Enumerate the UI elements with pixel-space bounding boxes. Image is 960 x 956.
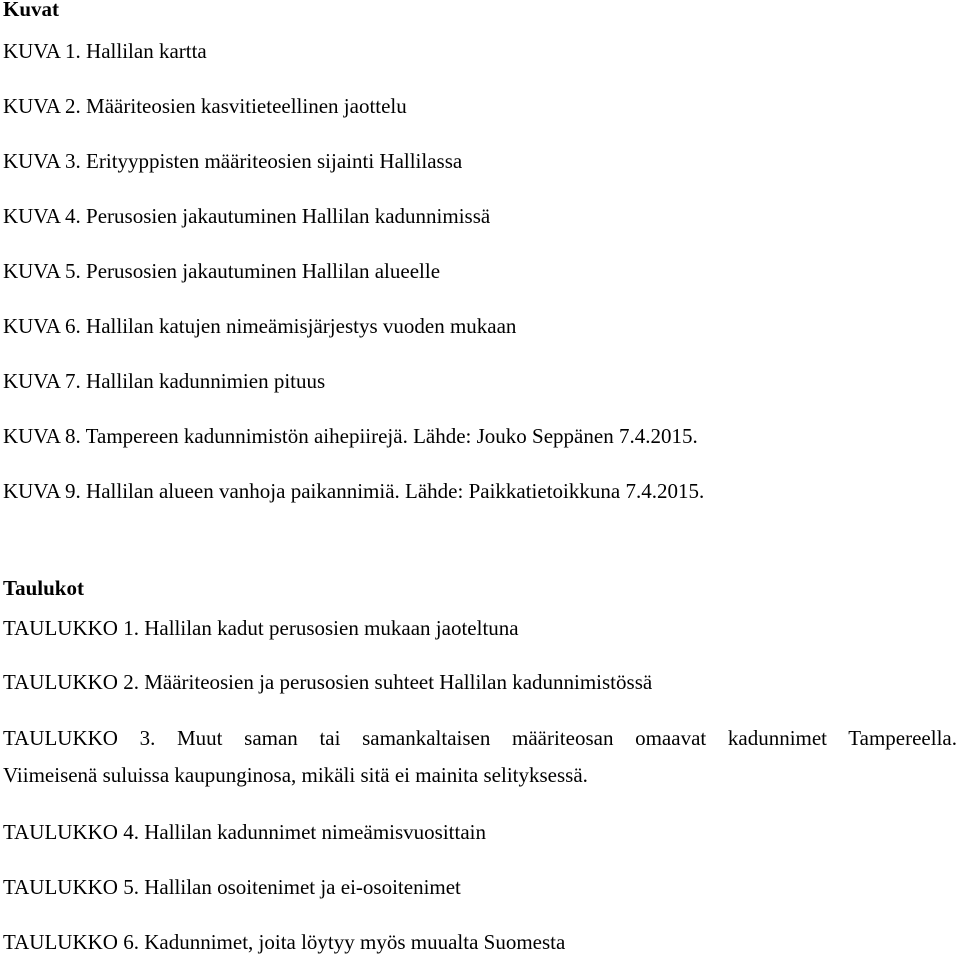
figure-list-item: KUVA 7. Hallilan kadunnimien pituus bbox=[3, 369, 326, 393]
figure-list-item: KUVA 1. Hallilan kartta bbox=[3, 39, 207, 63]
figure-list-item: KUVA 9. Hallilan alueen vanhoja paikannimiä. Lähde: Paikkatietoikkuna 7.4.2015. bbox=[3, 479, 705, 503]
table-list-item: TAULUKKO 5. Hallilan osoitenimet ja ei-osoitenimet bbox=[3, 875, 461, 899]
table-list-item: TAULUKKO 2. Määriteosien ja perusosien suhteet Hallilan kadunnimistössä bbox=[3, 670, 653, 694]
figure-list-item: KUVA 4. Perusosien jakautuminen Hallilan kadunnimissä bbox=[3, 204, 491, 228]
figure-list-item: KUVA 6. Hallilan katujen nimeämisjärjestys vuoden mukaan bbox=[3, 314, 517, 338]
table-list-item: TAULUKKO 4. Hallilan kadunnimet nimeämisvuosittain bbox=[3, 820, 486, 844]
table-list-item: TAULUKKO 6. Kadunnimet, joita löytyy myös muualta Suomesta bbox=[3, 930, 566, 954]
tables-heading: Taulukot bbox=[3, 576, 84, 600]
table-list-item-continuation: Viimeisenä suluissa kaupunginosa, mikäli sitä ei mainita selityksessä. bbox=[3, 763, 588, 787]
table-list-item: TAULUKKO 1. Hallilan kadut perusosien mukaan jaoteltuna bbox=[3, 616, 519, 640]
figure-list-item: KUVA 5. Perusosien jakautuminen Hallilan alueelle bbox=[3, 259, 441, 283]
figures-heading: Kuvat bbox=[3, 0, 60, 21]
table-list-item: TAULUKKO 3. Muut saman tai samankaltaisen määriteosan omaavat kadunnimet Tampereella. bbox=[3, 726, 957, 750]
figure-list-item: KUVA 3. Erityyppisten määriteosien sijainti Hallilassa bbox=[3, 149, 463, 173]
figure-list-item: KUVA 8. Tampereen kadunnimistön aihepiirejä. Lähde: Jouko Seppänen 7.4.2015. bbox=[3, 424, 698, 448]
figure-list-item: KUVA 2. Määriteosien kasvitieteellinen jaottelu bbox=[3, 94, 407, 118]
